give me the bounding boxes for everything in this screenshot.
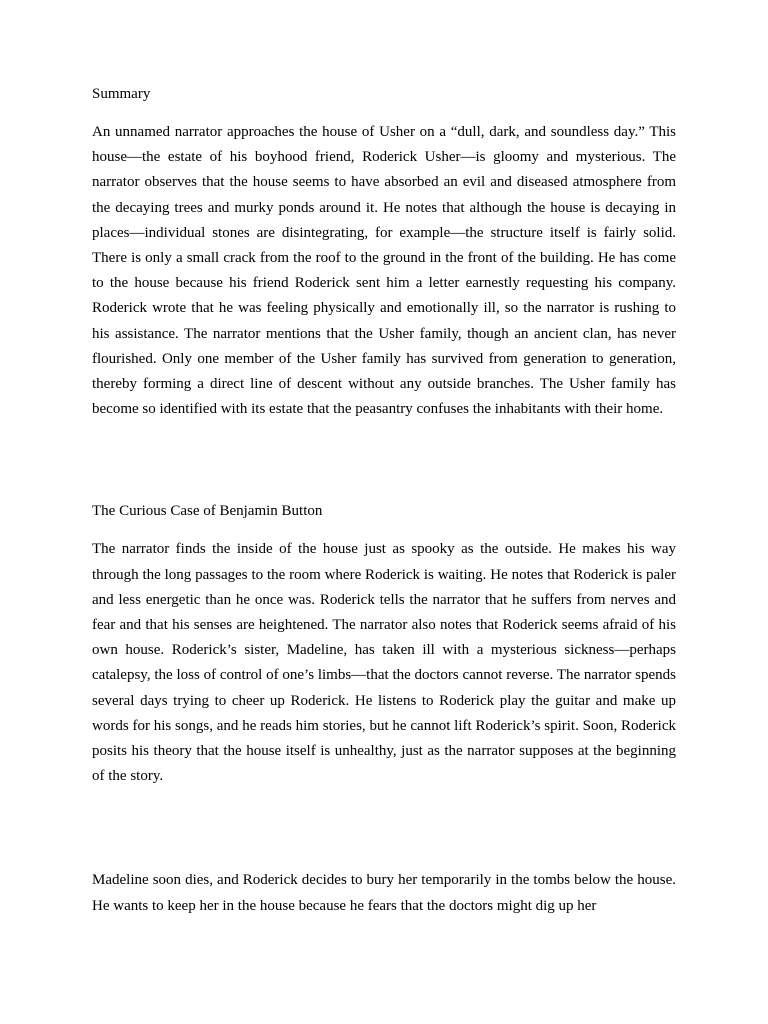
section-paragraph-summary: An unnamed narrator approaches the house of Usher on a “dull, dark, and soundless day.” This house—the estate of his boyhood friend, Roderick Usher—is gloomy and mysterious. The narrator observes that the house seems to have absorbed an evil and diseased atmosphere from the decaying trees and murky ponds around it. He notes that although the house is decaying in places—individual stones are disintegrating, for example—the structure itself is fairly solid. There is only a small crack from the roof to the ground in the front of the building. He has come to the house because his friend Roderick sent him a letter earnestly requesting his company. Roderick wrote that he was feeling physically and emotionally ill, so the narrator is rushing to his assistance. The narrator mentions that the Usher family, though an ancient clan, has never flourished. Only one member of the Usher family has survived from generation to generation, thereby forming a direct line of descent without any outside branches. The Usher family has become so identified with its estate that the peasantry confuses the inhabitants with their home. <box>92 124 676 418</box>
document-page <box>92 84 676 919</box>
section-summary <box>92 84 676 422</box>
section-heading-summary: Summary <box>92 86 151 102</box>
section-madeline <box>92 868 676 918</box>
section-heading-benjamin-button: The Curious Case of Benjamin Button <box>92 503 323 520</box>
section-paragraph-madeline: Madeline soon dies, and Roderick decides to bury her temporarily in the tombs below the house. He wants to keep her in the house because he fears that the doctors might dig up her <box>92 872 676 914</box>
section-benjamin-button <box>92 501 676 789</box>
section-spacer <box>92 422 676 501</box>
section-paragraph-benjamin-button: The narrator finds the inside of the house just as spooky as the outside. He makes his way through the long passages to the room where Roderick is waiting. He notes that Roderick is paler and less energetic than he once was. Roderick tells the narrator that he suffers from nerves and fear and that his senses are heightened. The narrator also notes that Roderick seems afraid of his own house. Roderick’s sister, Madeline, has taken ill with a mysterious sickness—perhaps catalepsy, the loss of control of one’s limbs—that the doctors cannot reverse. The narrator spends several days trying to cheer up Roderick. He listens to Roderick play the guitar and make up words for his songs, and he reads him stories, but he cannot lift Roderick’s spirit. Soon, Roderick posits his theory that the house itself is unhealthy, just as the narrator supposes at the beginning of the story. <box>92 541 676 785</box>
section-spacer <box>92 789 676 868</box>
